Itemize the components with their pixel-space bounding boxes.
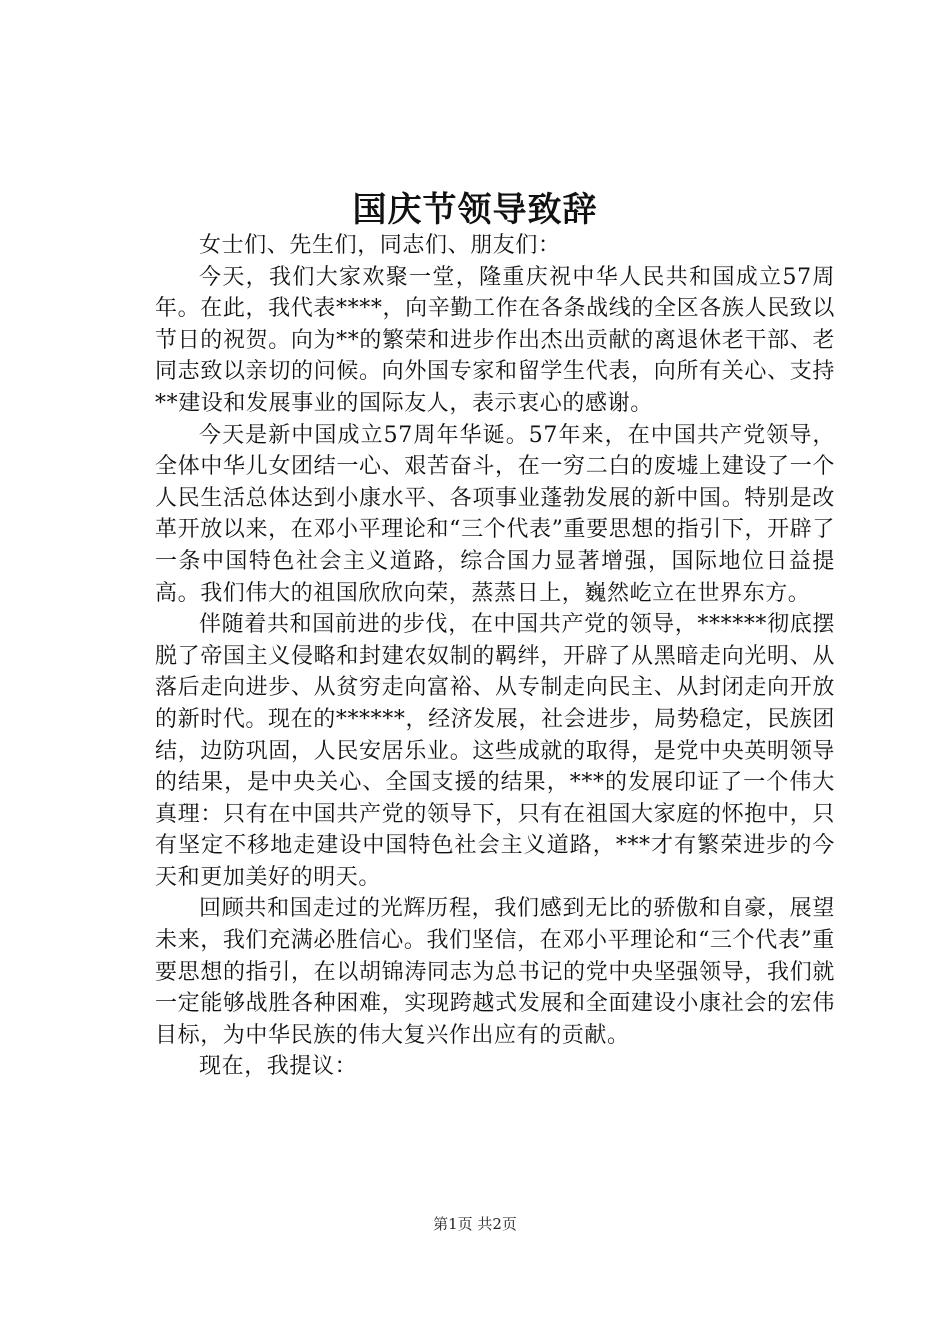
body-paragraph: 今天，我们大家欢聚一堂，隆重庆祝中华人民共和国成立57周年。在此，我代表****，向辛勤工作在各条战线的全区各族人民致以节日的祝贺。向为**的繁荣和进步作出杰出贡献的离退休老干部、老同志致以亲切的问候。向外国专家和留学生代表，向所有关心、支持**建设和发展事业的国际友人，表示衷心的感谢。	[155, 264, 835, 416]
body-paragraph: 今天是新中国成立57周年华诞。57年来，在中国共产党领导，全体中华儿女团结一心、艰苦奋斗，在一穷二白的废墟上建设了一个人民生活总体达到小康水平、各项事业蓬勃发展的新中国。特别是改革开放以来，在邓小平理论和“三个代表”重要思想的指引下，开辟了一条中国特色社会主义道路，综合国力显著增强，国际地位日益提高。我们伟大的祖国欣欣向荣，蒸蒸日上，巍然屹立在世界东方。	[155, 422, 835, 606]
greeting-paragraph: 女士们、先生们，同志们、朋友们：	[199, 233, 561, 258]
body-paragraph: 伴随着共和国前进的步伐，在中国共产党的领导，******彻底摆脱了帝国主义侵略和封建农奴制的羁绊，开辟了从黑暗走向光明、从落后走向进步、从贫穷走向富裕、从专制走向民主、从封闭走向开放的新时代。现在的******，经济发展，社会进步，局势稳定，民族团结，边防巩固，人民安居乐业。这些成就的取得，是党中央英明领导的结果，是中央关心、全国支援的结果，***的发展印证了一个伟大真理：只有在中国共产党的领导下，只有在祖国大家庭的怀抱中，只有坚定不移地走建设中国特色社会主义道路，***才有繁荣进步的今天和更加美好的明天。	[155, 612, 835, 890]
page-number-footer: 第1页 共2页	[433, 1215, 517, 1233]
page-title: 国庆节领导致辞	[352, 190, 598, 230]
body-paragraph: 回顾共和国走过的光辉历程，我们感到无比的骄傲和自豪，展望未来，我们充满必胜信心。我们坚信，在邓小平理论和“三个代表”重要思想的指引，在以胡锦涛同志为总书记的党中央坚强领导，我们就一定能够战胜各种困难，实现跨越式发展和全面建设小康社会的宏伟目标，为中华民族的伟大复兴作出应有的贡献。	[155, 896, 835, 1048]
closing-paragraph: 现在，我提议：	[199, 1054, 358, 1080]
document-body	[155, 230, 835, 1083]
